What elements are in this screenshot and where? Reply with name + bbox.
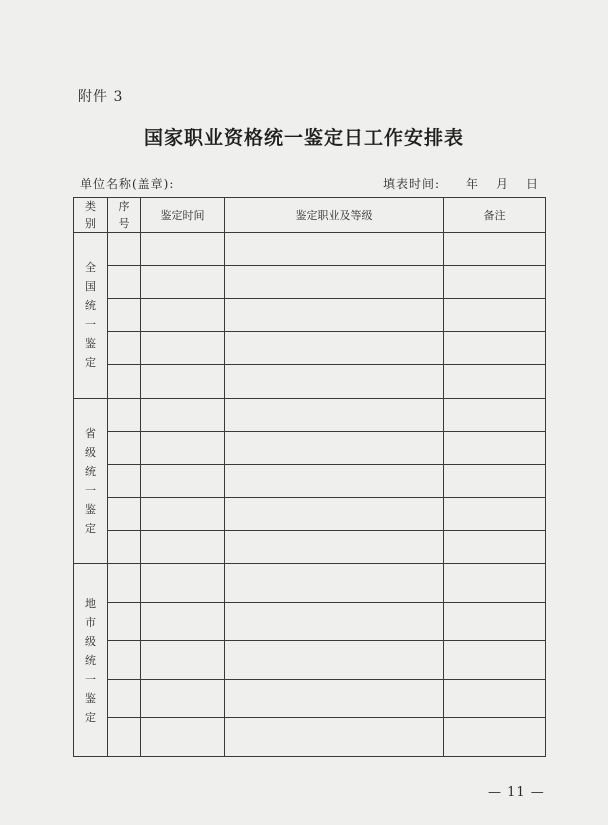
page-number: — 11 — — [488, 785, 545, 800]
category-header: 类 别 — [74, 198, 108, 233]
time-cell[interactable] — [141, 679, 225, 718]
seq-header: 序 号 — [108, 198, 141, 233]
remarks-cell[interactable] — [444, 602, 546, 641]
seq-cell[interactable] — [108, 365, 141, 398]
table-row — [74, 299, 546, 332]
remarks-header: 备注 — [444, 198, 546, 233]
occupation-cell[interactable] — [225, 332, 444, 365]
seq-cell[interactable] — [108, 233, 141, 266]
remarks-cell[interactable] — [444, 718, 546, 757]
time-cell[interactable] — [141, 266, 225, 299]
schedule-table — [73, 197, 546, 757]
remarks-cell[interactable] — [444, 641, 546, 680]
occupation-cell[interactable] — [225, 718, 444, 757]
category-municipal: 地 市 级 统 一 鉴 定 — [74, 564, 108, 757]
time-header: 鉴定时间 — [141, 198, 225, 233]
time-cell[interactable] — [141, 398, 225, 431]
time-cell[interactable] — [141, 431, 225, 464]
table-row — [74, 641, 546, 680]
seq-cell[interactable] — [108, 718, 141, 757]
seq-cell[interactable] — [108, 464, 141, 497]
seq-cell[interactable] — [108, 679, 141, 718]
attachment-label: 附件 3 — [78, 89, 124, 105]
seq-cell[interactable] — [108, 530, 141, 563]
occupation-cell[interactable] — [225, 266, 444, 299]
remarks-cell[interactable] — [444, 365, 546, 398]
table-row — [74, 602, 546, 641]
occupation-cell[interactable] — [225, 299, 444, 332]
occupation-cell[interactable] — [225, 431, 444, 464]
table-row — [74, 431, 546, 464]
occupation-cell[interactable] — [225, 564, 444, 603]
table-row — [74, 398, 546, 431]
table-row — [74, 365, 546, 398]
time-cell[interactable] — [141, 718, 225, 757]
time-cell[interactable] — [141, 299, 225, 332]
table-row — [74, 564, 546, 603]
occupation-cell[interactable] — [225, 464, 444, 497]
seq-cell[interactable] — [108, 431, 141, 464]
occupation-cell[interactable] — [225, 398, 444, 431]
page-title: 国家职业资格统一鉴定日工作安排表 — [143, 127, 464, 149]
seq-cell[interactable] — [108, 641, 141, 680]
table-row — [74, 718, 546, 757]
time-cell[interactable] — [141, 497, 225, 530]
table-row — [74, 679, 546, 718]
table-row — [74, 464, 546, 497]
seq-cell[interactable] — [108, 398, 141, 431]
remarks-cell[interactable] — [444, 398, 546, 431]
table-row — [74, 530, 546, 563]
unit-name-label: 单位名称(盖章): — [80, 177, 175, 191]
table-header-row — [74, 198, 546, 233]
occupation-cell[interactable] — [225, 679, 444, 718]
time-cell[interactable] — [141, 530, 225, 563]
remarks-cell[interactable] — [444, 530, 546, 563]
seq-cell[interactable] — [108, 332, 141, 365]
fill-time-label: 填表时间: — [383, 177, 441, 191]
time-cell[interactable] — [141, 233, 225, 266]
seq-cell[interactable] — [108, 602, 141, 641]
occupation-cell[interactable] — [225, 641, 444, 680]
occupation-cell[interactable] — [225, 365, 444, 398]
category-national: 全 国 统 一 鉴 定 — [74, 233, 108, 399]
seq-cell[interactable] — [108, 299, 141, 332]
remarks-cell[interactable] — [444, 299, 546, 332]
remarks-cell[interactable] — [444, 431, 546, 464]
table-row — [74, 266, 546, 299]
year-label: 年 — [466, 177, 479, 191]
remarks-cell[interactable] — [444, 332, 546, 365]
occupation-cell[interactable] — [225, 497, 444, 530]
time-cell[interactable] — [141, 564, 225, 603]
remarks-cell[interactable] — [444, 464, 546, 497]
day-label: 日 — [526, 177, 539, 191]
time-cell[interactable] — [141, 641, 225, 680]
occupation-cell[interactable] — [225, 602, 444, 641]
time-cell[interactable] — [141, 602, 225, 641]
remarks-cell[interactable] — [444, 233, 546, 266]
table-row — [74, 497, 546, 530]
table-row — [74, 332, 546, 365]
occupation-header: 鉴定职业及等级 — [225, 198, 444, 233]
time-cell[interactable] — [141, 332, 225, 365]
seq-cell[interactable] — [108, 564, 141, 603]
remarks-cell[interactable] — [444, 497, 546, 530]
remarks-cell[interactable] — [444, 679, 546, 718]
seq-cell[interactable] — [108, 266, 141, 299]
table-row — [74, 233, 546, 266]
category-provincial: 省 级 统 一 鉴 定 — [74, 398, 108, 564]
month-label: 月 — [496, 177, 509, 191]
occupation-cell[interactable] — [225, 233, 444, 266]
time-cell[interactable] — [141, 464, 225, 497]
seq-cell[interactable] — [108, 497, 141, 530]
occupation-cell[interactable] — [225, 530, 444, 563]
remarks-cell[interactable] — [444, 266, 546, 299]
time-cell[interactable] — [141, 365, 225, 398]
remarks-cell[interactable] — [444, 564, 546, 603]
